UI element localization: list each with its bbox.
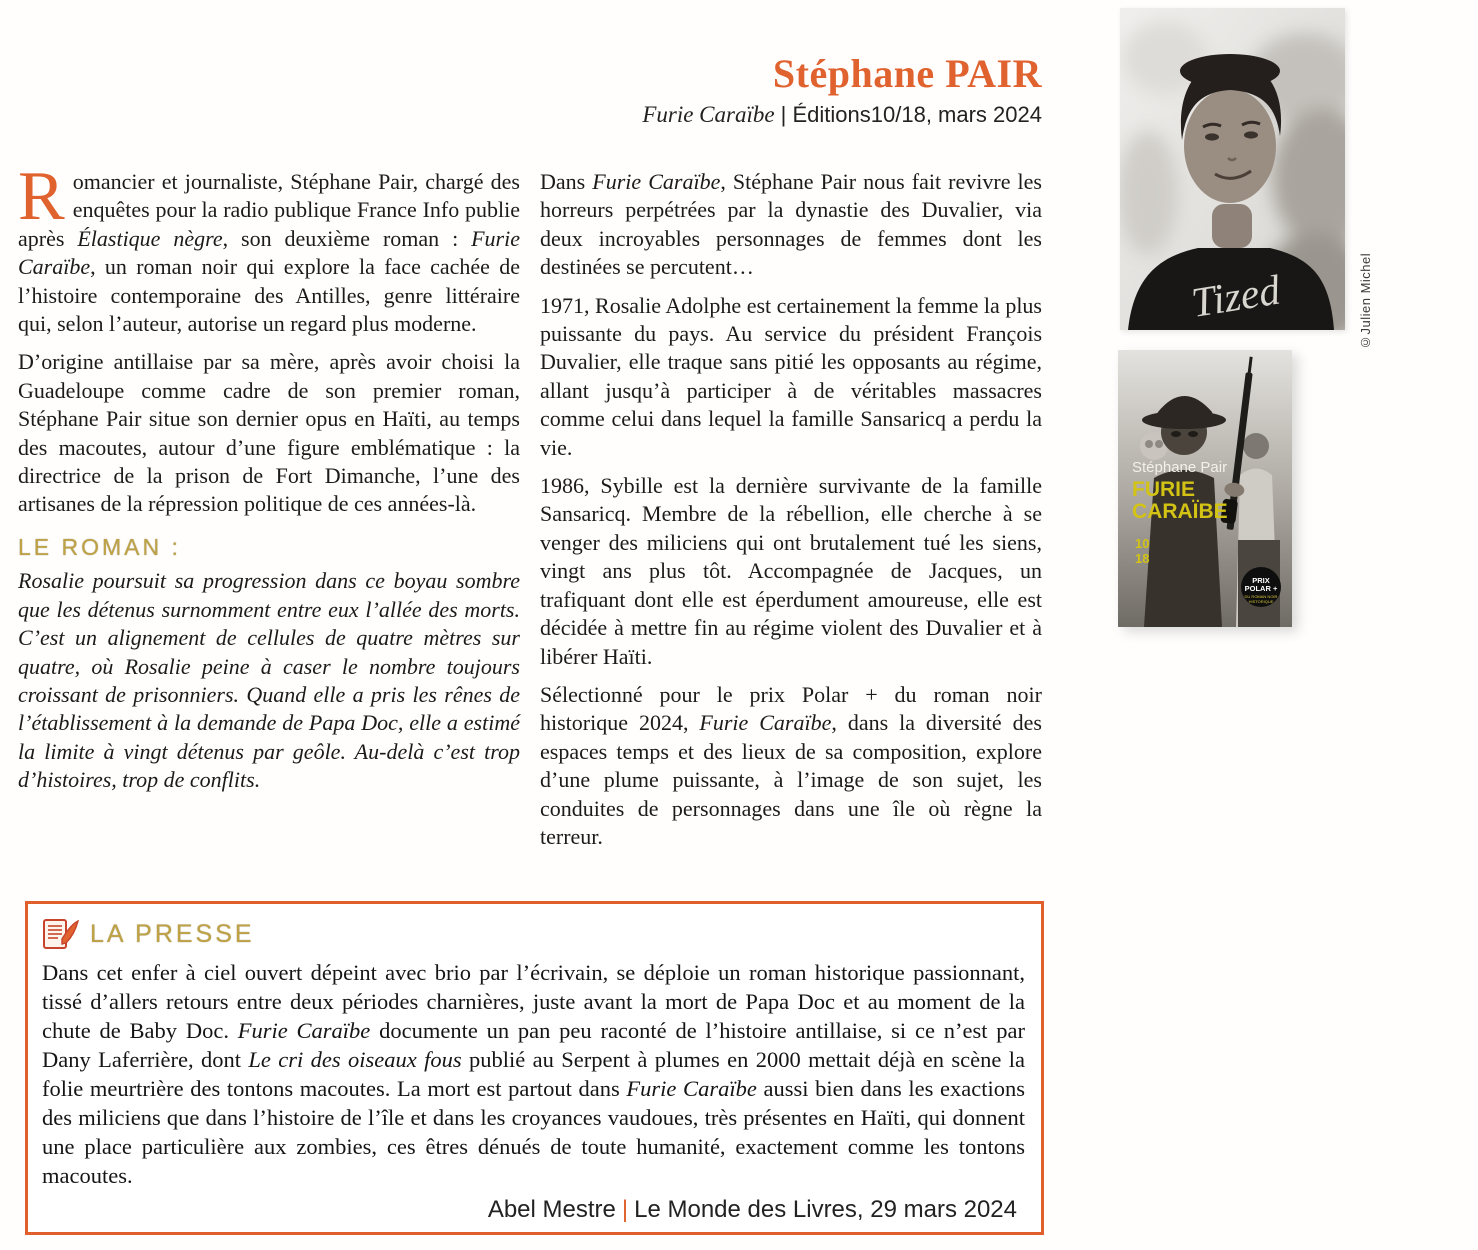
photo-credit: ©Julien Michel	[1358, 252, 1373, 350]
publisher-logo-18: 18	[1135, 551, 1150, 566]
press-attribution-separator: |	[621, 1196, 629, 1223]
roman-heading: LE ROMAN :	[18, 533, 181, 560]
subtitle-edition: | Éditions10/18, mars 2024	[774, 102, 1042, 127]
intro-paragraph	[18, 158, 520, 338]
page-subtitle	[540, 102, 1042, 128]
book-cover	[1118, 350, 1292, 627]
summary-paragraph-1: Dans Furie Caraïbe, Stéphane Pair nous fait revivre les horreurs perpétrées par la dynastie des Duvalier, via deux incroyables personnages de femmes dont les destinées se percutent…	[540, 169, 1042, 280]
summary-paragraph-4: Sélectionné pour le prix Polar + du roman noir historique 2024, Furie Caraïbe, dans la diversité des espaces temps et des lieux de sa composition, explore d’une plume puissante, à l’image de son sujet, les conduites de personnages dans une île où règne la terreur.	[540, 681, 1042, 849]
cover-title-line2: CARAÏBE	[1132, 500, 1228, 523]
cover-title-line1: FURIE	[1132, 478, 1195, 501]
column-right	[540, 168, 1042, 861]
cover-author: Stéphane Pair	[1132, 459, 1228, 476]
subtitle-book-title: Furie Caraïbe	[642, 102, 775, 127]
origin-paragraph: D’origine antillaise par sa mère, après avoir choisi la Guadeloupe comme cadre de son premier roman, Stéphane Pair situe son dernier opus en Haïti, au temps des macoutes, autour d’une figure emblématique : la directrice de la prison de Fort Dimanche, l’une des artisanes de la répression politique de ces années-là.	[18, 349, 520, 517]
summary-paragraph-3: 1986, Sybille est la dernière survivante de la famille Sansaricq. Membre de la rébellion, elle cherche à se venger des miliciens qui ont brutalement tué les siens, vingt ans plus tôt. Accompagnée de Jacques, un trafiquant dont elle est éperdument amoureuse, elle est décidée à mettre fin au régime violent des Duvalier et à libérer Haïti.	[540, 473, 1042, 669]
book-cover-illustration	[1118, 350, 1292, 627]
badge-polar: POLAR +	[1244, 584, 1278, 593]
press-header	[42, 914, 1025, 954]
column-left	[18, 158, 520, 805]
page-title: Stéphane PAIR	[772, 51, 1042, 96]
press-quote: Dans cet enfer à ciel ouvert dépeint avec brio par l’écrivain, se déploie un roman historique passionnant, tissé d’allers retours entre deux périodes charnières, juste avant la mort de Papa Doc et au moment de la chute de Baby Doc. Furie Caraïbe documente un pan peu raconté de l’histoire antillaise, si ce n’est par Dany Laferrière, dont Le cri des oiseaux fous publié au Serpent à plumes en 2000 mettait déjà en scène la folie meurtrière des tontons macoutes. La mort est partout dans Furie Caraïbe aussi bien dans les exactions des miliciens que dans l’histoire de l’île et dans les croyances vaudoues, très présentes en Haïti, qui donnent une place particulière aux zombies, ces êtres dénués de toute humanité, exactement comme les tontons macoutes.	[42, 960, 1025, 1188]
author-photo-illustration	[1120, 8, 1345, 330]
press-attribution-author: Abel Mestre	[487, 1196, 616, 1223]
press-quill-icon	[42, 917, 80, 951]
shirt-lettering: Tized	[1188, 267, 1284, 327]
press-box	[25, 901, 1044, 1235]
header	[540, 52, 1042, 128]
press-attribution	[42, 1196, 1017, 1224]
roman-synopsis: Rosalie poursuit sa progression dans ce boyau sombre que les détenus surnomment entre eux l’allée des morts. C’est un alignement de cellules de quatre mètres sur quatre, où Rosalie peine à caser le nombre toujours croissant de prisonniers. Quand elle a pris les rênes de l’établissement à la demande de Papa Doc, elle a estimé la limite à vingt détenus par geôle. Au-delà c’est trop d’histoires, trop de conflits.	[18, 568, 520, 793]
intro-text: omancier et journaliste, Stéphane Pair, chargé des enquêtes pour la radio publique France Info publie après Élastique nègre, son deuxième roman : Furie Caraïbe, un roman noir qui explore la face cachée de l’histoire contemporaine des Antilles, genre littéraire qui, selon l’auteur, autorise un regard plus moderne.	[18, 169, 520, 337]
publisher-logo-10: 10	[1135, 536, 1150, 551]
author-photo	[1120, 8, 1345, 330]
drop-cap: R	[18, 158, 65, 235]
badge-sub1: DU ROMAN NOIR	[1244, 594, 1278, 599]
prize-badge	[1241, 567, 1281, 607]
summary-paragraph-2: 1971, Rosalie Adolphe est certainement la femme la plus puissante du pays. Au service du président François Duvalier, elle traque sans pitié les opposants au régime, allant jusqu’à participer à de véritables massacres comme celui dans lequel la famille Sansaricq a perdu la vie.	[540, 292, 1042, 460]
badge-sub2: HISTORIQUE	[1248, 599, 1274, 604]
badge-prix: PRIX	[1252, 576, 1270, 585]
press-heading: LA PRESSE	[90, 919, 255, 948]
press-attribution-source: Le Monde des Livres, 29 mars 2024	[634, 1196, 1017, 1223]
